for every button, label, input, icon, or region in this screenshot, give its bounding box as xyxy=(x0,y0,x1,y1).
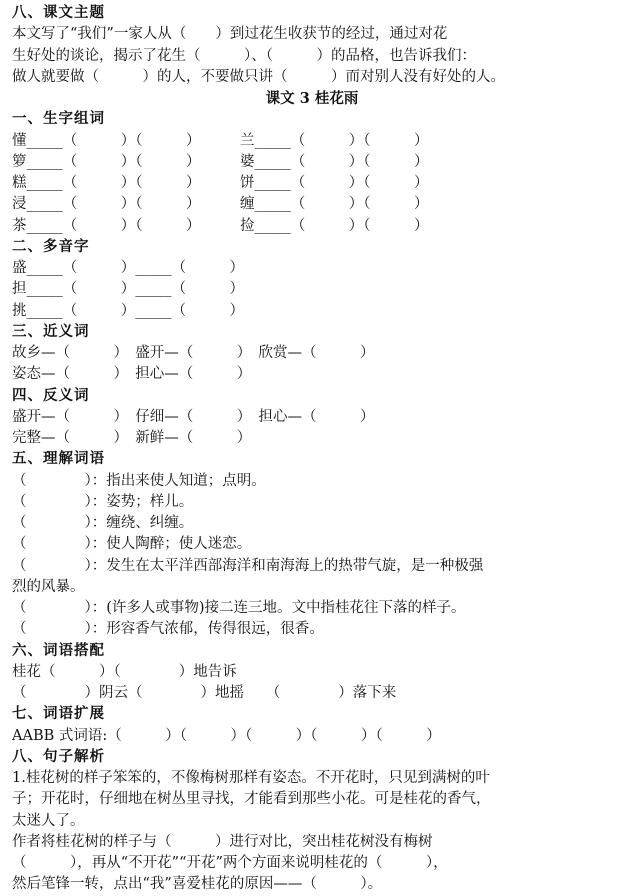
definition-row: （ ）：发生在太平洋西部海洋和南海海上的热带气旋，是一种极强 xyxy=(12,557,484,574)
analysis-line: （ ），再从“不开花”“开花”两个方面来说明桂花的（ ）， xyxy=(12,855,448,871)
polyphone-row: 盛_____（ ）_____（ ） xyxy=(12,260,244,276)
definition-row: （ ）：缠绕、纠缠。 xyxy=(12,515,194,531)
lesson-title: 课文 3 桂花雨 xyxy=(265,90,359,107)
definition-row: （ ）：使人陶醉；使人迷恋。 xyxy=(12,536,252,553)
theme-line-2: 生好处的谈论，揭示了花生（ ）、（ ）的品格，也告诉我们： xyxy=(12,47,476,64)
polyphone-row: 担_____（ ）_____（ ） xyxy=(12,281,244,298)
definition-row: （ ）：形容香气浓郁，传得很远，很香。 xyxy=(12,621,324,638)
word-row xyxy=(12,173,612,194)
section-heading-6: 六、词语搭配 xyxy=(12,642,105,659)
section-heading-7: 七、词语扩展 xyxy=(12,706,105,723)
word-row xyxy=(12,152,612,173)
theme-heading: 八、课文主题 xyxy=(12,5,105,21)
antonym-row: 完整—（ ） 新鲜—（ ） xyxy=(12,430,252,446)
synonym-row: 故乡—（ ） 盛开—（ ） 欣赏—（ ） xyxy=(12,345,375,361)
section-heading-8: 八、句子解析 xyxy=(12,748,105,765)
theme-line-1: 本文写了“我们”一家人从（ ）到过花生收获节的经过，通过对花 xyxy=(12,26,448,43)
analysis-line: 然后笔锋一转，点出“我”喜爱桂花的原因——（ ）。 xyxy=(12,876,383,893)
analysis-line: 1.桂花树的样子笨笨的，不像梅树那样有姿态。不开花时，只见到满树的叶 xyxy=(12,770,490,786)
synonym-row: 姿态—（ ） 担心—（ ） xyxy=(12,366,252,383)
section-heading-5: 五、理解词语 xyxy=(12,451,105,468)
word-item: 茶_____（ ）（ ） xyxy=(12,217,201,234)
antonym-row: 盛开—（ ） 仔细—（ ） 担心—（ ） xyxy=(12,408,375,425)
section-heading-4: 四、反义词 xyxy=(12,387,90,404)
word-item: 浸_____（ ）（ ） xyxy=(12,196,201,213)
section-heading-2: 二、多音字 xyxy=(12,238,90,255)
definition-row: （ ）：姿势；样儿。 xyxy=(12,493,194,510)
collocation-row: 桂花（ ）（ ）地告诉 xyxy=(12,663,237,680)
word-item: 兰_____（ ）（ ） xyxy=(240,132,429,149)
definition-row: 烈的风暴。 xyxy=(12,578,85,595)
polyphone-row: 挑_____（ ）_____（ ） xyxy=(12,302,244,319)
word-item: 箩_____（ ）（ ） xyxy=(12,153,201,170)
analysis-line: 作者将桂花树的样子与（ ）进行对比，突出桂花树没有梅树 xyxy=(12,833,433,850)
theme-line-3: 做人就要做（ ）的人，不要做只讲（ ）而对别人没有好处的人。 xyxy=(12,68,505,85)
analysis-line: 太迷人了。 xyxy=(12,812,85,829)
definition-row: （ ）：指出来使人知道；点明。 xyxy=(12,472,266,489)
word-item: 懂_____（ ）（ ） xyxy=(12,132,201,149)
word-item: 糕_____（ ）（ ） xyxy=(12,175,201,191)
word-row xyxy=(12,131,612,152)
word-item: 饼_____（ ）（ ） xyxy=(240,175,429,191)
section-heading-1: 一、生字组词 xyxy=(12,111,105,128)
definition-row: （ ）：(许多人或事物)接二连三地。文中指桂花往下落的样子。 xyxy=(12,600,466,616)
word-row xyxy=(12,216,612,237)
word-item: 婆_____（ ）（ ） xyxy=(240,153,429,170)
section-heading-3: 三、近义词 xyxy=(12,323,90,340)
word-item: 缠_____（ ）（ ） xyxy=(240,196,429,213)
word-row xyxy=(12,194,612,215)
worksheet xyxy=(12,3,612,896)
word-item: 捡_____（ ）（ ） xyxy=(240,217,429,234)
collocation-row: （ ）阴云（ ）地摇 （ ）落下来 xyxy=(12,685,397,701)
analysis-line: 子；开花时，仔细地在树丛里寻找，才能看到那些小花。可是桂花的香气， xyxy=(12,791,491,808)
expansion-row: AABB 式词语:（ ）（ ）（ ）（ ）（ ） xyxy=(12,727,441,744)
